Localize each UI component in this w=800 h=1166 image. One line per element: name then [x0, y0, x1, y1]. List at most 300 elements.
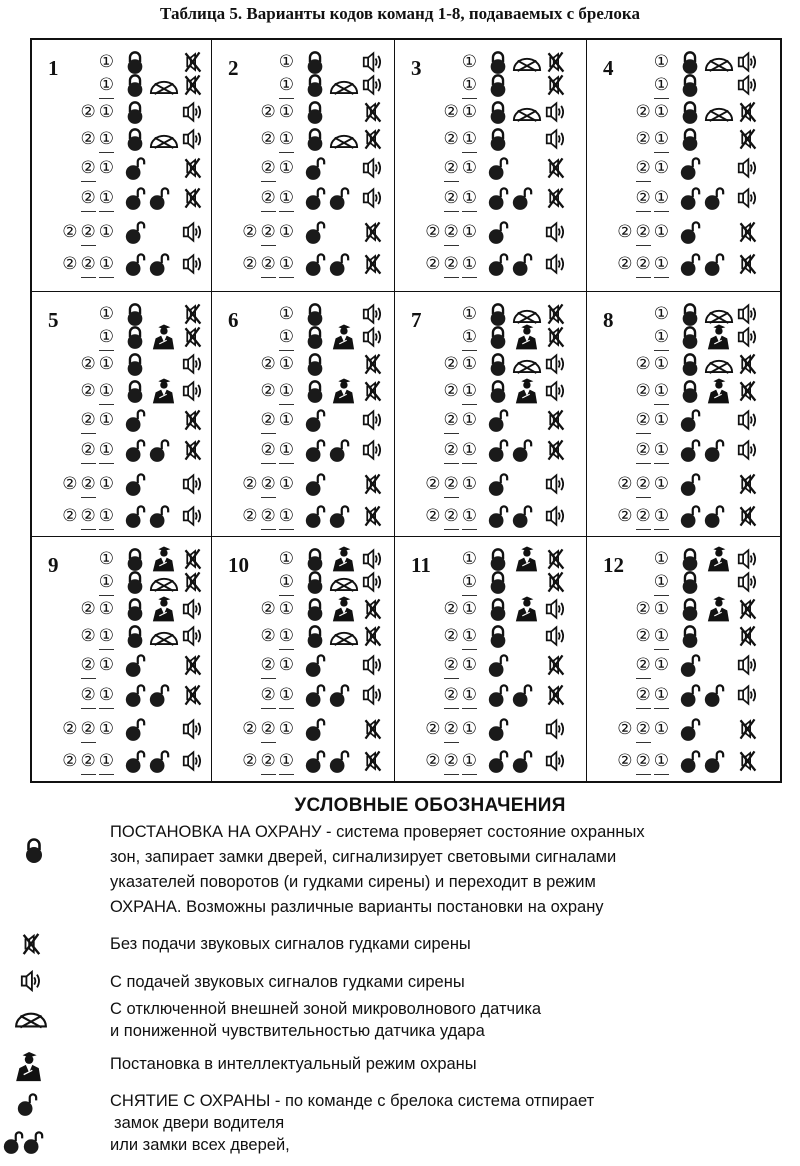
long-press-button: ②	[636, 222, 651, 246]
sound-on-icon	[362, 684, 383, 706]
button-code	[261, 102, 295, 123]
long-press-button: ①	[654, 327, 669, 351]
sound-on-icon	[737, 409, 758, 431]
button-code	[444, 354, 478, 375]
legend-sound-on: С подачей звуковых сигналов гудками сирены	[110, 973, 465, 991]
command-row	[32, 472, 211, 498]
short-press-button: ①	[278, 474, 294, 494]
button-code	[444, 410, 478, 434]
unlock-all-icon	[124, 682, 146, 708]
short-press-button: ②	[425, 254, 441, 274]
command-row	[395, 717, 586, 743]
command-row	[587, 472, 780, 498]
command-row	[395, 408, 586, 434]
sound-off-icon	[182, 654, 203, 676]
lock-closed-icon	[124, 324, 146, 350]
sound-off-icon	[182, 548, 203, 570]
short-press-button: ①	[98, 410, 114, 430]
command-row	[395, 653, 586, 679]
long-press-button: ①	[99, 381, 114, 405]
sound-on-icon	[182, 625, 203, 647]
long-press-button: ②	[261, 158, 276, 182]
unlock-all-icon	[148, 251, 170, 277]
variant-number: 9	[48, 553, 59, 577]
unlock-all-icon	[304, 437, 326, 463]
command-row	[32, 252, 211, 278]
button-code	[99, 75, 114, 99]
short-press-button: ①	[653, 304, 669, 324]
intellect-mode-icon	[151, 545, 175, 572]
unlock-all-icon	[679, 251, 701, 277]
unlock-all-icon	[487, 185, 509, 211]
unlock-all-icon	[679, 682, 701, 708]
unlock-driver-icon	[487, 219, 509, 245]
command-variant-cell	[395, 292, 587, 537]
variant-number: 3	[411, 56, 422, 80]
command-row	[212, 504, 394, 530]
short-press-button: ①	[278, 304, 294, 324]
command-row	[395, 127, 586, 153]
long-press-button: ①	[462, 506, 477, 530]
long-press-button: ①	[654, 685, 669, 709]
sound-off-icon	[182, 439, 203, 461]
unlock-all-icon	[511, 748, 533, 774]
button-code	[654, 304, 669, 325]
sound-on-icon	[545, 128, 566, 150]
short-press-button: ①	[98, 304, 114, 324]
legend-sensor	[110, 998, 541, 1042]
sound-off-icon	[182, 409, 203, 431]
button-code	[99, 327, 114, 351]
button-code	[444, 102, 478, 123]
button-code	[636, 685, 670, 709]
short-press-button: ②	[260, 599, 276, 619]
unlock-all-icon	[304, 503, 326, 529]
lock-closed-icon	[304, 99, 326, 125]
command-variant-cell	[212, 537, 395, 781]
short-press-button: ①	[98, 222, 114, 242]
command-row	[212, 186, 394, 212]
command-row	[32, 73, 211, 99]
short-press-button: ①	[278, 222, 294, 242]
sound-on-icon	[362, 548, 383, 570]
long-press-button: ①	[654, 751, 669, 775]
button-code	[617, 506, 669, 530]
unlock-all-icon	[511, 185, 533, 211]
short-press-button: ①	[278, 410, 294, 430]
long-press-button: ①	[462, 254, 477, 278]
button-code	[617, 222, 669, 246]
button-code	[636, 599, 670, 620]
long-press-button: ①	[462, 381, 477, 405]
long-press-button: ①	[99, 129, 114, 153]
unlock-all-icon	[328, 503, 350, 529]
long-press-button: ①	[462, 685, 477, 709]
short-press-button: ①	[98, 599, 114, 619]
command-row	[587, 352, 780, 378]
long-press-button: ①	[99, 751, 114, 775]
command-row	[395, 624, 586, 650]
lock-closed-icon	[487, 569, 509, 595]
long-press-button: ②	[636, 158, 651, 182]
long-press-button: ①	[99, 75, 114, 99]
sensor-off-icon	[149, 628, 179, 647]
sound-on-icon	[545, 353, 566, 375]
long-press-button: ②	[444, 474, 459, 498]
button-code	[636, 381, 670, 405]
long-press-button: ①	[462, 327, 477, 351]
sound-on-icon	[182, 221, 203, 243]
button-code	[279, 52, 294, 73]
command-row	[32, 100, 211, 126]
lock-closed-icon	[124, 569, 146, 595]
button-code	[99, 304, 114, 325]
unlock-all-icon	[511, 437, 533, 463]
unlock-all-icon	[487, 437, 509, 463]
legend-disarm-line: по команде с брелока система отпирает	[280, 1092, 595, 1110]
sound-off-icon	[362, 101, 383, 123]
unlock-all-icon	[124, 185, 146, 211]
sensor-off-icon	[329, 77, 359, 96]
sound-off-icon	[362, 221, 383, 243]
sound-off-icon	[545, 326, 566, 348]
intellect-mode-icon	[151, 595, 175, 622]
command-row	[32, 717, 211, 743]
lock-closed-icon	[304, 569, 326, 595]
short-press-button: ②	[443, 129, 459, 149]
button-code	[462, 75, 477, 99]
lock-closed-icon	[487, 324, 509, 350]
command-row	[212, 408, 394, 434]
command-variant-cell	[212, 292, 395, 537]
command-row	[212, 438, 394, 464]
sound-off-icon	[362, 253, 383, 275]
long-press-button: ①	[99, 506, 114, 530]
short-press-button: ①	[653, 102, 669, 122]
short-press-button: ①	[98, 655, 114, 675]
command-row	[32, 653, 211, 679]
short-press-button: ②	[260, 102, 276, 122]
unlock-driver-icon	[487, 716, 509, 742]
button-code	[617, 474, 669, 498]
button-code	[279, 304, 294, 325]
sound-on-icon	[182, 718, 203, 740]
command-row	[587, 156, 780, 182]
short-press-button: ①	[461, 102, 477, 122]
button-code	[617, 751, 669, 775]
long-press-button: ①	[99, 254, 114, 278]
button-code	[242, 506, 294, 530]
button-code	[636, 626, 670, 650]
unlock-all-icon	[148, 185, 170, 211]
legend-arm-label: ПОСТАНОВКА НА ОХРАНУ	[110, 823, 322, 841]
command-row	[587, 186, 780, 212]
lock-closed-icon	[679, 324, 701, 350]
command-row	[587, 438, 780, 464]
button-code	[654, 327, 669, 351]
button-code	[81, 440, 115, 464]
short-press-button: ①	[278, 158, 294, 178]
button-code	[81, 188, 115, 212]
short-press-button: ①	[278, 719, 294, 739]
lock-closed-icon	[679, 623, 701, 649]
long-press-button: ①	[279, 751, 294, 775]
long-press-button: ①	[654, 254, 669, 278]
command-row	[587, 624, 780, 650]
command-row	[395, 325, 586, 351]
sound-off-icon	[362, 718, 383, 740]
legend-sensor-line: С отключенной внешней зоной микроволнового датчика	[110, 1000, 542, 1018]
legend-sound-off: Без подачи звуковых сигналов гудками сирены	[110, 935, 471, 953]
legend-disarm-line: замок двери водителя	[114, 1114, 285, 1132]
long-press-button: ②	[261, 254, 276, 278]
sound-off-icon	[545, 409, 566, 431]
command-row	[395, 749, 586, 775]
long-press-button: ①	[279, 129, 294, 153]
button-code	[261, 599, 295, 620]
short-press-button: ②	[260, 381, 276, 401]
variant-number: 11	[411, 553, 431, 577]
command-row	[212, 325, 394, 351]
command-variant-cell	[395, 537, 587, 781]
short-press-button: ②	[425, 719, 441, 739]
command-row	[395, 504, 586, 530]
legend-arm-line: - система проверяет состояние охранных	[321, 823, 645, 841]
sound-on-icon	[362, 303, 383, 325]
command-variant-cell	[395, 40, 587, 292]
short-press-button: ②	[260, 354, 276, 374]
short-press-button: ②	[425, 474, 441, 494]
legend-arm-line: зон, запирает замки дверей, сигнализирует световыми сигналами	[110, 848, 617, 866]
sound-on-icon	[182, 505, 203, 527]
button-code	[279, 572, 294, 596]
short-press-button: ②	[443, 626, 459, 646]
short-press-button: ①	[653, 158, 669, 178]
sound-on-icon	[182, 353, 203, 375]
command-variant-cell	[32, 292, 212, 537]
short-press-button: ①	[653, 410, 669, 430]
short-press-button: ②	[62, 506, 78, 526]
unlock-driver-icon	[304, 407, 326, 433]
intellect-mode-icon	[14, 1050, 42, 1082]
unlock-all-icon	[487, 251, 509, 277]
sound-on-icon	[737, 684, 758, 706]
unlock-all-icon	[124, 251, 146, 277]
sound-on-icon	[737, 157, 758, 179]
sound-off-icon	[737, 353, 758, 375]
sound-on-icon	[182, 598, 203, 620]
short-press-button: ①	[98, 549, 114, 569]
short-press-button: ①	[461, 304, 477, 324]
sensor-off-icon	[149, 131, 179, 150]
lock-closed-icon	[487, 623, 509, 649]
button-code	[261, 410, 295, 434]
long-press-button: ②	[636, 410, 651, 434]
button-code	[444, 381, 478, 405]
short-press-button: ②	[425, 751, 441, 771]
long-press-button: ②	[81, 158, 96, 182]
button-code	[444, 655, 478, 679]
sound-off-icon	[182, 571, 203, 593]
sound-on-icon	[545, 473, 566, 495]
command-row	[395, 472, 586, 498]
command-row	[212, 379, 394, 405]
short-press-button: ②	[443, 599, 459, 619]
long-press-button: ②	[444, 188, 459, 212]
long-press-button: ②	[261, 751, 276, 775]
long-press-button: ②	[81, 685, 96, 709]
lock-closed-icon	[679, 596, 701, 622]
unlock-driver-icon	[304, 155, 326, 181]
sound-on-icon	[182, 128, 203, 150]
sound-off-icon	[362, 380, 383, 402]
unlock-driver-icon	[304, 716, 326, 742]
command-variant-cell	[32, 40, 212, 292]
short-press-button: ②	[617, 474, 633, 494]
command-row	[587, 749, 780, 775]
command-row	[395, 570, 586, 596]
short-press-button: ①	[461, 474, 477, 494]
unlock-all-icon	[304, 251, 326, 277]
unlock-driver-icon	[679, 471, 701, 497]
long-press-button: ②	[444, 655, 459, 679]
intellect-mode-icon	[706, 323, 730, 350]
command-row	[212, 127, 394, 153]
button-code	[444, 685, 478, 709]
long-press-button: ①	[279, 75, 294, 99]
unlock-all-icon	[679, 437, 701, 463]
unlock-all-icon	[511, 682, 533, 708]
short-press-button: ②	[242, 254, 258, 274]
button-code	[636, 158, 670, 182]
button-code	[444, 129, 478, 153]
short-press-button: ②	[62, 751, 78, 771]
short-press-button: ②	[635, 102, 651, 122]
short-press-button: ①	[461, 52, 477, 72]
button-code	[81, 102, 115, 123]
short-press-button: ②	[80, 381, 96, 401]
short-press-button: ②	[617, 506, 633, 526]
long-press-button: ②	[261, 719, 276, 743]
button-code	[462, 327, 477, 351]
short-press-button: ②	[80, 354, 96, 374]
lock-closed-icon	[487, 99, 509, 125]
sound-off-icon	[737, 380, 758, 402]
command-row	[395, 156, 586, 182]
unlock-all-icon	[679, 185, 701, 211]
long-press-button: ①	[654, 626, 669, 650]
long-press-button: ②	[81, 474, 96, 498]
intellect-mode-icon	[706, 595, 730, 622]
lock-closed-icon	[679, 99, 701, 125]
intellect-mode-icon	[331, 323, 355, 350]
short-press-button: ①	[461, 410, 477, 430]
unlock-driver-icon	[16, 1090, 38, 1118]
legend-sensor-line: и пониженной чувствительностью датчика удара	[110, 1022, 485, 1040]
command-row	[32, 749, 211, 775]
long-press-button: ②	[261, 222, 276, 246]
button-code	[81, 410, 115, 434]
button-code	[654, 549, 669, 570]
unlock-driver-icon	[679, 716, 701, 742]
long-press-button: ②	[636, 719, 651, 743]
intellect-mode-icon	[514, 595, 538, 622]
long-press-button: ②	[81, 440, 96, 464]
command-row	[587, 717, 780, 743]
unlock-all-icon	[124, 437, 146, 463]
button-code	[81, 599, 115, 620]
long-press-button: ②	[81, 188, 96, 212]
command-row	[587, 252, 780, 278]
short-press-button: ②	[443, 354, 459, 374]
sensor-off-icon	[149, 77, 179, 96]
button-code	[654, 52, 669, 73]
button-code	[242, 254, 294, 278]
command-row	[212, 624, 394, 650]
intellect-mode-icon	[514, 545, 538, 572]
command-row	[395, 73, 586, 99]
button-code	[444, 626, 478, 650]
variant-number: 6	[228, 308, 239, 332]
short-press-button: ①	[278, 655, 294, 675]
long-press-button: ①	[462, 626, 477, 650]
sound-on-icon	[545, 750, 566, 772]
unlock-driver-icon	[679, 219, 701, 245]
long-press-button: ①	[279, 572, 294, 596]
long-press-button: ②	[636, 751, 651, 775]
long-press-button: ②	[81, 655, 96, 679]
short-press-button: ①	[461, 549, 477, 569]
lock-closed-icon	[679, 126, 701, 152]
sensor-off-icon	[149, 574, 179, 593]
unlock-all-icon	[328, 251, 350, 277]
sound-on-icon	[362, 74, 383, 96]
short-press-button: ①	[98, 158, 114, 178]
command-row	[395, 252, 586, 278]
sound-on-icon	[545, 505, 566, 527]
lock-closed-icon	[487, 72, 509, 98]
command-row	[212, 472, 394, 498]
variant-number: 10	[228, 553, 249, 577]
unlock-all-icon	[487, 503, 509, 529]
long-press-button: ①	[279, 254, 294, 278]
short-press-button: ①	[461, 599, 477, 619]
lock-closed-icon	[679, 72, 701, 98]
short-press-button: ②	[62, 719, 78, 739]
sound-on-icon	[362, 326, 383, 348]
sound-off-icon	[362, 598, 383, 620]
short-press-button: ②	[425, 222, 441, 242]
short-press-button: ①	[461, 158, 477, 178]
short-press-button: ①	[98, 354, 114, 374]
sound-off-icon	[737, 750, 758, 772]
sound-on-icon	[737, 326, 758, 348]
short-press-button: ②	[62, 254, 78, 274]
short-press-button: ②	[617, 719, 633, 739]
lock-closed-icon	[124, 126, 146, 152]
long-press-button: ②	[261, 440, 276, 464]
sound-off-icon	[182, 303, 203, 325]
sound-off-icon	[182, 187, 203, 209]
sound-on-icon	[362, 439, 383, 461]
short-press-button: ①	[461, 655, 477, 675]
legend-arm-line: указателей поворотов (и гудками сирены) и переходит в режим	[110, 873, 596, 891]
long-press-button: ①	[462, 572, 477, 596]
long-press-button: ①	[654, 129, 669, 153]
button-code	[636, 102, 670, 123]
short-press-button: ②	[443, 381, 459, 401]
command-row	[587, 325, 780, 351]
